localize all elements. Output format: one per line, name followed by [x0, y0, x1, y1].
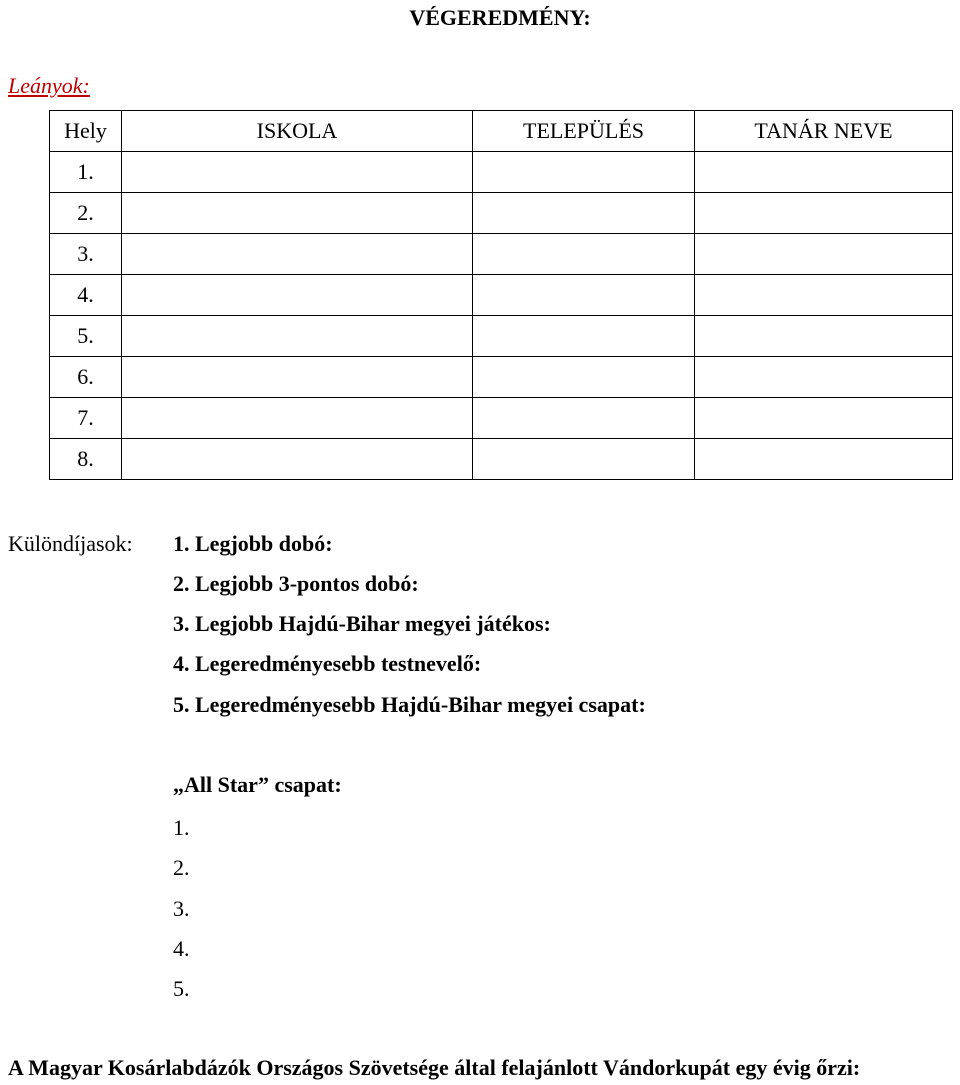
school-cell[interactable]: [122, 398, 473, 439]
all-star-title: „All Star” csapat:: [173, 772, 342, 797]
all-star-item: 2.: [173, 855, 190, 880]
teacher-cell[interactable]: [695, 357, 953, 398]
results-table: [49, 110, 953, 480]
town-cell[interactable]: [473, 316, 695, 357]
town-cell[interactable]: [473, 275, 695, 316]
teacher-cell[interactable]: [695, 275, 953, 316]
all-star-item: 3.: [173, 896, 190, 921]
header-town: TELEPÜLÉS: [473, 111, 695, 152]
trophy-holder-line: A Magyar Kosárlabdázók Országos Szövetsége által felajánlott Vándorkupát egy évig őrzi:: [8, 1055, 861, 1080]
school-cell[interactable]: [122, 357, 473, 398]
header-place: Hely: [50, 111, 122, 152]
table-row: [50, 193, 953, 234]
special-awards-label: Különdíjasok:: [8, 531, 133, 556]
town-cell[interactable]: [473, 357, 695, 398]
all-star-item: 1.: [173, 815, 190, 840]
place-number: 8.: [50, 439, 122, 480]
document-title: VÉGEREDMÉNY:: [409, 5, 591, 30]
header-school: ISKOLA: [122, 111, 473, 152]
table-row: [50, 439, 953, 480]
teacher-cell[interactable]: [695, 398, 953, 439]
town-cell[interactable]: [473, 234, 695, 275]
place-number: 3.: [50, 234, 122, 275]
town-cell[interactable]: [473, 439, 695, 480]
place-number: 4.: [50, 275, 122, 316]
teacher-cell[interactable]: [695, 439, 953, 480]
school-cell[interactable]: [122, 152, 473, 193]
town-cell[interactable]: [473, 398, 695, 439]
table-row: [50, 275, 953, 316]
school-cell[interactable]: [122, 275, 473, 316]
table-row: [50, 398, 953, 439]
table-row: [50, 357, 953, 398]
section-label-girls: Leányok:: [8, 73, 90, 98]
header-teacher-name: TANÁR NEVE: [695, 111, 953, 152]
table-row: [50, 234, 953, 275]
award-best-county-player: 3. Legjobb Hajdú-Bihar megyei játékos:: [173, 611, 551, 636]
town-cell[interactable]: [473, 152, 695, 193]
award-most-successful-teacher: 4. Legeredményesebb testnevelő:: [173, 651, 482, 676]
place-number: 2.: [50, 193, 122, 234]
school-cell[interactable]: [122, 234, 473, 275]
all-star-item: 4.: [173, 936, 190, 961]
school-cell[interactable]: [122, 316, 473, 357]
place-number: 7.: [50, 398, 122, 439]
table-row: [50, 316, 953, 357]
teacher-cell[interactable]: [695, 152, 953, 193]
award-most-successful-county-team: 5. Legeredményesebb Hajdú-Bihar megyei csapat:: [173, 692, 646, 717]
school-cell[interactable]: [122, 439, 473, 480]
place-number: 5.: [50, 316, 122, 357]
award-best-three-point-shooter: 2. Legjobb 3-pontos dobó:: [173, 571, 419, 596]
table-header-row: [50, 111, 953, 152]
teacher-cell[interactable]: [695, 234, 953, 275]
all-star-item: 5.: [173, 976, 190, 1001]
teacher-cell[interactable]: [695, 316, 953, 357]
place-number: 1.: [50, 152, 122, 193]
teacher-cell[interactable]: [695, 193, 953, 234]
town-cell[interactable]: [473, 193, 695, 234]
school-cell[interactable]: [122, 193, 473, 234]
place-number: 6.: [50, 357, 122, 398]
award-best-shooter: 1. Legjobb dobó:: [173, 531, 333, 556]
table-row: [50, 152, 953, 193]
